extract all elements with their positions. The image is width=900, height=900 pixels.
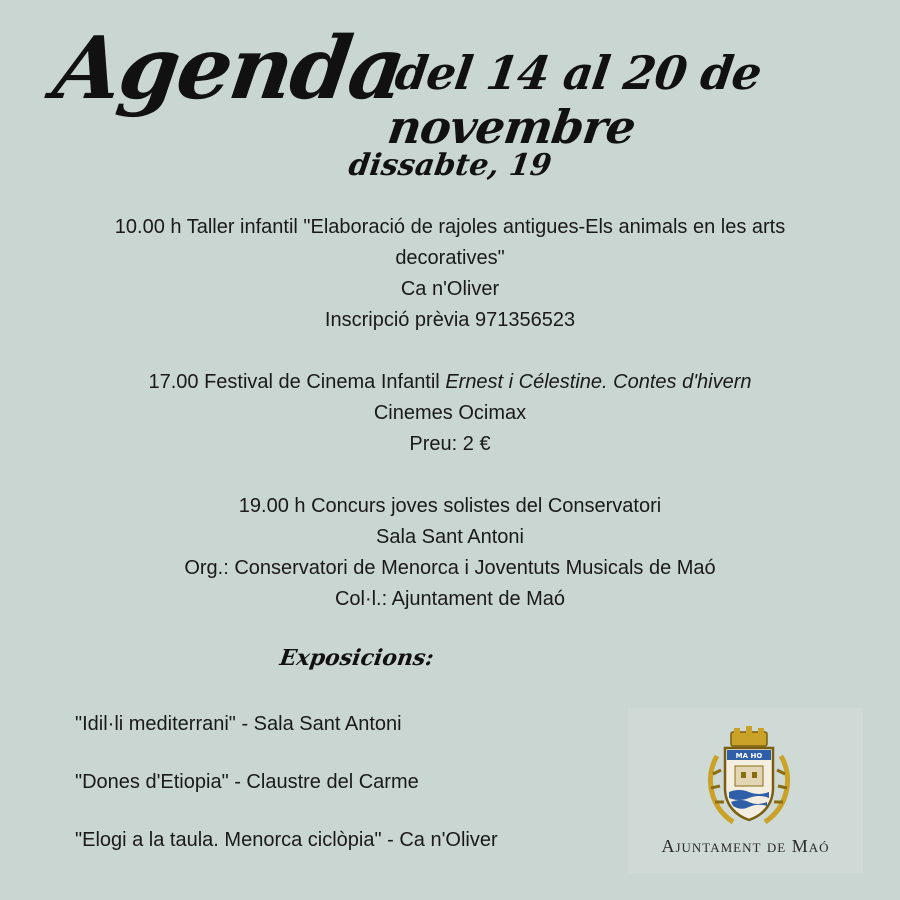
date-range: del 14 al 20 de novembre xyxy=(384,46,765,154)
event-place: Sala Sant Antoni xyxy=(376,526,524,548)
exhibition-item: "Dones d'Etiopia" - Claustre del Carme xyxy=(75,771,419,793)
event-title xyxy=(0,367,900,398)
exhibition-item: "Elogi a la taula. Menorca ciclòpia" - Ca n'Oliver xyxy=(75,829,498,851)
ajuntament-logo xyxy=(628,708,863,873)
events-list xyxy=(0,212,900,646)
agenda-title: Agenda xyxy=(47,18,411,119)
crest-text: MA HO xyxy=(735,752,763,760)
exhibitions-list xyxy=(75,710,498,884)
event-title-prefix: 17.00 Festival de Cinema Infantil xyxy=(148,371,446,393)
day-heading xyxy=(0,148,900,183)
event-item xyxy=(0,367,900,460)
exhibitions-heading: Exposicions: xyxy=(278,645,436,671)
event-price: Preu: 2 € xyxy=(409,433,491,455)
event-title: 19.00 h Concurs joves solistes del Conservatori xyxy=(238,495,662,517)
coat-of-arms-icon xyxy=(703,726,795,830)
event-organizer: Org.: Conservatori de Menorca i Joventuts Musicals de Maó xyxy=(184,557,716,579)
event-item xyxy=(0,491,900,615)
day-label: dissabte, 19 xyxy=(346,148,554,183)
event-place: Cinemes Ocimax xyxy=(373,402,527,424)
event-item xyxy=(0,212,900,336)
event-note: Inscripció prèvia 971356523 xyxy=(324,309,576,331)
event-title-cont: decoratives" xyxy=(395,247,505,269)
film-title: Ernest i Célestine. Contes d'hivern xyxy=(445,371,752,393)
event-title: 10.00 h Taller infantil "Elaboració de rajoles antigues-Els animals en les arts xyxy=(114,216,786,238)
exhibition-item: "Idil·li mediterrani" - Sala Sant Antoni xyxy=(75,713,402,735)
event-place: Ca n'Oliver xyxy=(400,278,500,300)
event-collaborator: Col·l.: Ajuntament de Maó xyxy=(334,588,566,610)
ajuntament-name: Ajuntament de Maó xyxy=(661,836,830,856)
